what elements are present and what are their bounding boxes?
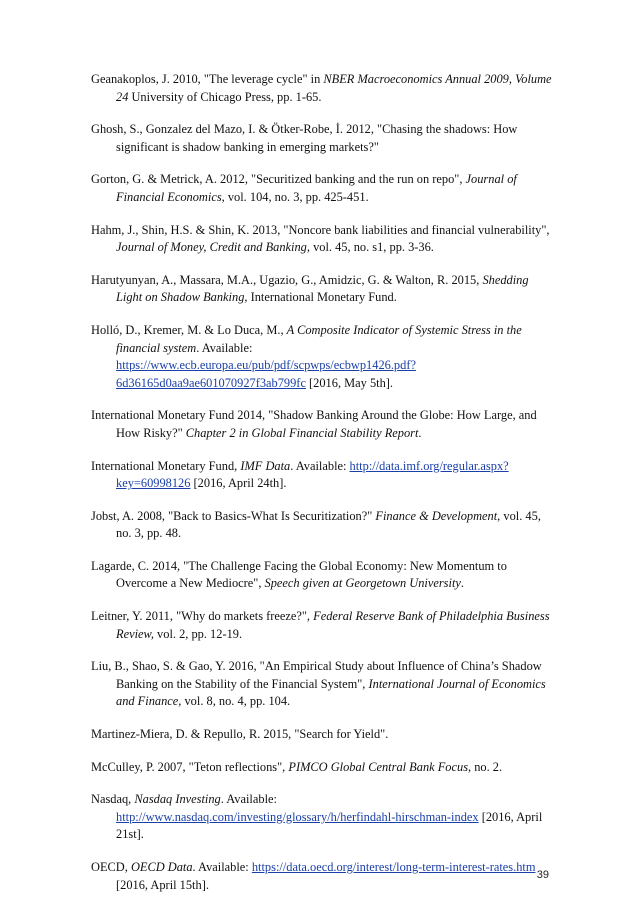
reference-entry: [91, 458, 553, 493]
reference-text: [2016, April 21st].: [116, 809, 543, 842]
reference-text: . Available:: [196, 340, 253, 355]
reference-entry: [91, 791, 553, 844]
reference-text: McCulley, P. 2007, "Teton reflections",: [91, 759, 289, 774]
reference-entry: [91, 658, 553, 711]
reference-list: [91, 71, 553, 909]
reference-text: . Available:: [192, 860, 252, 874]
reference-title: Speech given at Georgetown University: [264, 576, 461, 591]
reference-text: . Available:: [220, 792, 277, 807]
reference-text: Nasdaq,: [91, 792, 135, 807]
reference-text: Geanakoplos, J. 2010, "The leverage cycle" in: [91, 72, 324, 86]
reference-text: .: [460, 576, 464, 591]
reference-text: University of Chicago Press, pp. 1-65.: [128, 89, 322, 104]
reference-link[interactable]: http://data.imf.org/regular.aspx?key=60998126: [116, 458, 509, 491]
reference-text: International Monetary Fund,: [91, 458, 241, 473]
reference-entry: [91, 71, 553, 106]
reference-text: vol. 2, pp. 12-19.: [153, 626, 243, 641]
reference-text: [2016, April 15th].: [116, 877, 209, 892]
reference-title: Journal of Money, Credit and Banking,: [116, 240, 310, 255]
reference-title: NBER Macroeconomics Annual 2009, Volume 24: [116, 72, 552, 104]
reference-entry: [91, 407, 553, 442]
reference-title: International Journal of Economics and Finance,: [116, 676, 546, 709]
reference-text: Jobst, A. 2008, "Back to Basics-What Is Securitization?": [91, 508, 376, 523]
reference-title: PIMCO Global Central Bank Focus,: [288, 759, 472, 774]
reference-text: Holló, D., Kremer, M. & Lo Duca, M.,: [91, 322, 287, 337]
reference-text: no. 2.: [471, 759, 503, 774]
reference-entry: [91, 508, 553, 543]
reference-entry: [91, 272, 553, 307]
reference-text: vol. 45, no. s1, pp. 3-36.: [309, 240, 434, 255]
reference-text: Liu, B., Shao, S. & Gao, Y. 2016, "An Empirical Study about Influence of China’s Shadow Banking on the Stability of the Financial System",: [91, 659, 542, 691]
reference-entry: [91, 608, 553, 643]
reference-text: Leitner, Y. 2011, "Why do markets freeze?",: [91, 609, 314, 624]
reference-link[interactable]: https://data.oecd.org/interest/long-term-interest-rates.htm: [251, 860, 536, 874]
reference-title: Finance & Development,: [375, 508, 501, 523]
reference-text: vol. 45, no. 3, pp. 48.: [116, 508, 541, 541]
reference-entry: [91, 759, 553, 777]
reference-text: International Monetary Fund 2014, "Shadow Banking Around the Globe: How Large, and How Risky?": [91, 408, 537, 440]
reference-title: Chapter 2 in Global Financial Stability Report: [185, 425, 419, 440]
reference-text: vol. 104, no. 3, pp. 425-451.: [224, 189, 369, 204]
reference-text: Ghosh, S., Gonzalez del Mazo, I. & Ötker-Robe, İ. 2012, "Chasing the shadows: How significant is shadow banking in emerging markets?": [91, 122, 518, 154]
reference-text: OECD,: [91, 860, 131, 874]
reference-text: [2016, May 5th].: [305, 375, 394, 390]
reference-title: Federal Reserve Bank of Philadelphia Business Review,: [116, 609, 550, 641]
reference-entry: [91, 222, 553, 257]
reference-title: IMF Data: [240, 458, 291, 473]
reference-text: vol. 8, no. 4, pp. 104.: [181, 694, 291, 709]
reference-text: . Available:: [290, 458, 350, 473]
reference-entry: [91, 171, 553, 206]
reference-text: Gorton, G. & Metrick, A. 2012, "Securitized banking and the run on repo",: [91, 172, 466, 187]
reference-text: Hahm, J., Shin, H.S. & Shin, K. 2013, "Noncore bank liabilities and financial vulnerability",: [91, 222, 550, 237]
reference-title: Nasdaq Investing: [134, 792, 221, 807]
reference-entry: [91, 726, 553, 744]
reference-text: Lagarde, C. 2014, "The Challenge Facing the Global Economy: New Momentum to Overcome a New Mediocre",: [91, 558, 507, 591]
reference-entry: [91, 558, 553, 593]
reference-title: Shedding Light on Shadow Banking,: [116, 272, 529, 305]
reference-text: .: [418, 425, 422, 440]
reference-title: OECD Data: [130, 860, 193, 874]
reference-entry: [91, 859, 553, 894]
reference-text: International Monetary Fund.: [247, 290, 397, 305]
reference-text: Harutyunyan, A., Massara, M.A., Ugazio, G., Amidzic, G. & Walton, R. 2015,: [91, 272, 483, 287]
reference-entry: [91, 322, 553, 392]
reference-entry: [91, 121, 553, 156]
reference-text: Martinez-Miera, D. & Repullo, R. 2015, "Search for Yield".: [91, 727, 389, 742]
reference-title: Journal of Financial Economics,: [116, 172, 517, 204]
reference-text: [2016, April 24th].: [190, 476, 287, 491]
reference-link[interactable]: https://www.ecb.europa.eu/pub/pdf/scpwps/ecbwp1426.pdf?6d36165d0aa9ae601070927f3ab799fc: [116, 358, 416, 390]
page-number: 39: [536, 869, 549, 881]
reference-title: A Composite Indicator of Systemic Stress in the financial system: [116, 322, 522, 355]
reference-link[interactable]: http://www.nasdaq.com/investing/glossary/h/herfindahl-hirschman-index: [116, 809, 479, 824]
